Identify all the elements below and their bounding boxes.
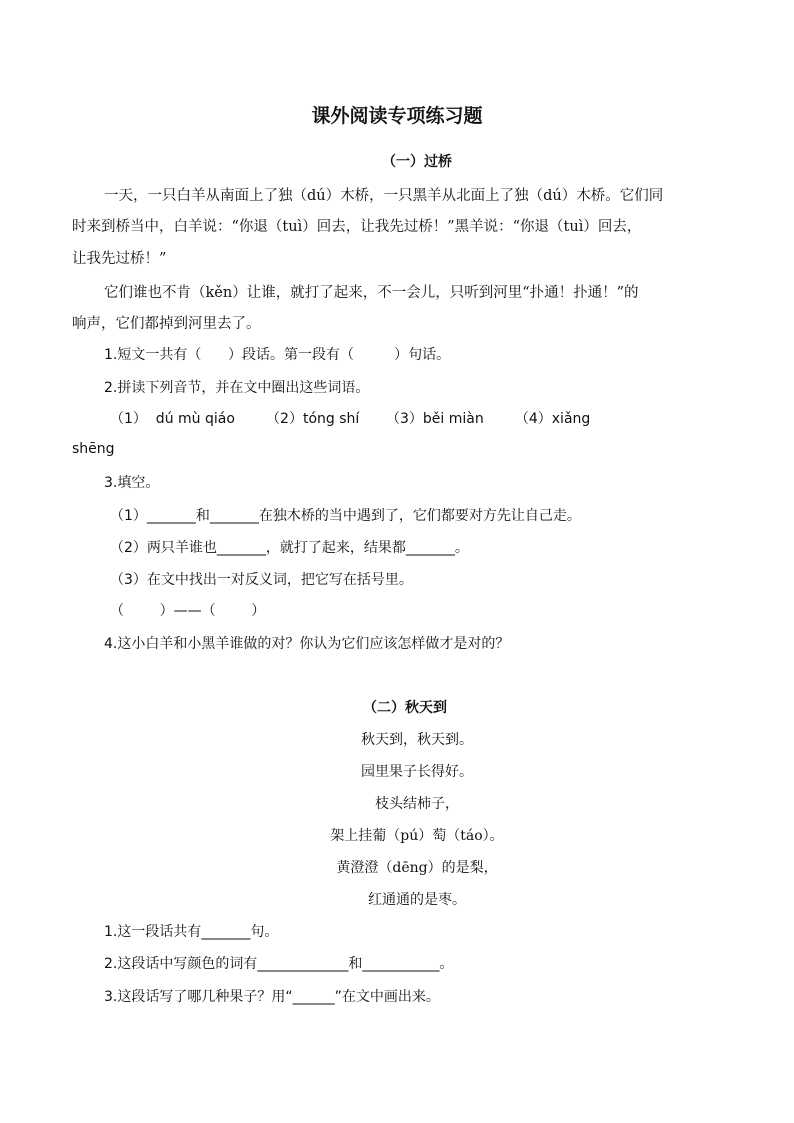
question-1: 1.短文一共有（ ）段话。第一段有（ ）句话。 — [104, 347, 451, 363]
question-2-pinyin-cont: shēng — [72, 441, 115, 457]
poem-line-1: 秋天到，秋天到。 — [361, 732, 473, 748]
question-2-pinyin: （1） dú mù qiáo （2）tóng shí （3）běi miàn （4）xiǎng — [110, 411, 591, 427]
s2-question-2: 2.这段话中写颜色的词有_____________和___________。 — [104, 956, 454, 972]
poem-line-2: 园里果子长得好。 — [361, 764, 473, 780]
story-line-3: 让我先过桥！” — [72, 251, 167, 267]
section-2-heading: （二）秋天到 — [363, 700, 447, 716]
story-line-1: 一天，一只白羊从南面上了独（dú）木桥，一只黑羊从北面上了独（dú）木桥。它们同 — [104, 188, 664, 204]
story-line-5: 响声，它们都掉到河里去了。 — [72, 316, 261, 332]
question-3-answer-blank: （ ）——（ ） — [110, 603, 266, 619]
poem-line-6: 红通通的是枣。 — [368, 892, 466, 908]
poem-line-3: 枝头结柿子， — [375, 796, 459, 812]
page-title: 课外阅读专项练习题 — [311, 105, 483, 127]
s2-question-3: 3.这段话写了哪几种果子？用“______”在文中画出来。 — [104, 989, 440, 1005]
question-2: 2.拼读下列音节，并在文中圈出这些词语。 — [104, 380, 370, 396]
section-1-heading: （一）过桥 — [382, 154, 452, 170]
question-3-part-1: （1）_______和_______在独木桥的当中遇到了，它们都要对方先让自己走。 — [110, 508, 581, 524]
poem-line-5: 黄澄澄（dēng）的是梨， — [336, 860, 498, 876]
story-line-2: 时来到桥当中，白羊说：“你退（tuì）回去，让我先过桥！”黑羊说：“你退（tuì）回去， — [72, 219, 642, 235]
question-3-part-3: （3）在文中找出一对反义词，把它写在括号里。 — [110, 572, 413, 588]
question-4: 4.这小白羊和小黑羊谁做的对？你认为它们应该怎样做才是对的？ — [104, 636, 510, 652]
s2-question-1: 1.这一段话共有_______句。 — [104, 924, 279, 940]
question-3: 3.填空。 — [104, 475, 160, 491]
story-line-4: 它们谁也不肯（kěn）让谁，就打了起来，不一会儿，只听到河里“扑通！扑通！”的 — [104, 285, 639, 301]
poem-line-4: 架上挂葡（pú）萄（táo）。 — [330, 828, 504, 844]
question-3-part-2: （2）两只羊谁也_______，就打了起来，结果都_______。 — [110, 540, 469, 556]
